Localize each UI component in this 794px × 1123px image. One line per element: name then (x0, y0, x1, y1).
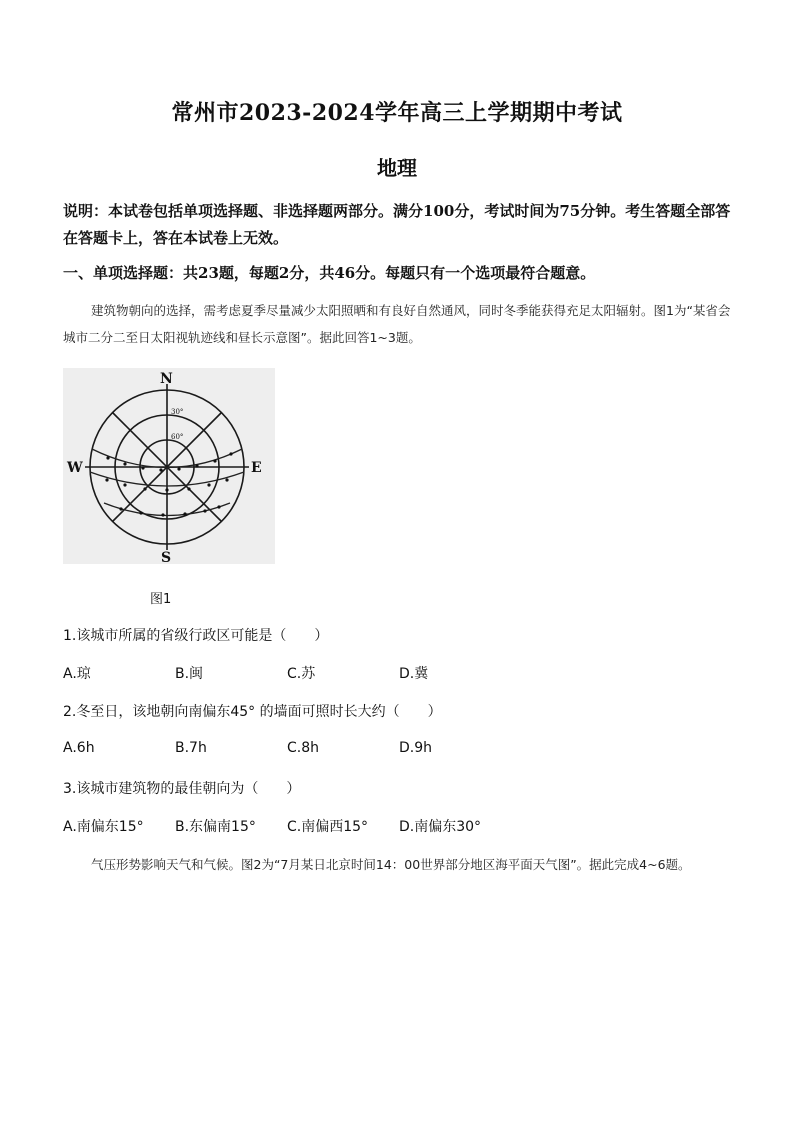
exam-title: 常州市2023-2024学年高三上学期期中考试 (171, 100, 623, 126)
passage-1: 建筑物朝向的选择，需考虑夏季尽量减少太阳照晒和有良好自然通风，同时冬季能获得充足太阳辐射。图1为“某省会城市二分二至日太阳视轨迹线和昼长示意图”。据此回答1~3题。 (63, 303, 731, 345)
question-3-stem: 3.该城市建筑物的最佳朝向为（ ） (63, 781, 301, 797)
altitude-60-label: 60° (171, 433, 184, 441)
option-a: A.南偏东15° (63, 819, 144, 835)
east-label: E (251, 460, 262, 476)
option-c: C.8h (287, 740, 320, 756)
option-a: A.6h (63, 740, 95, 756)
question-2-stem: 2.冬至日，该地朝向南偏东45° 的墙面可照时长大约（ ） (63, 704, 442, 720)
option-b: B.东偏南15° (175, 819, 256, 835)
option-d: D.冀 (399, 666, 429, 682)
option-a: A.琼 (63, 666, 91, 682)
instructions: 说明：本试卷包括单项选择题、非选择题两部分。满分100分，考试时间为75分钟。考生答题全部答在答题卡上，答在本试卷上无效。 (63, 202, 731, 247)
option-d: D.9h (399, 740, 433, 756)
north-label: N (160, 371, 173, 387)
question-1-stem: 1.该城市所属的省级行政区可能是（ ） (63, 628, 329, 644)
figure-caption: 图1 (150, 592, 172, 607)
option-c: C.南偏西15° (287, 819, 369, 835)
south-label: S (161, 550, 172, 564)
question-1-options (63, 663, 735, 683)
question-2-options (63, 740, 735, 760)
passage-2: 气压形势影响天气和气候。图2为“7月某日北京时间14：00世界部分地区海平面天气图”。据此完成4~6题。 (91, 857, 691, 872)
west-label: W (67, 460, 83, 476)
section-heading: 一、单项选择题：共23题，每题2分，共46分。每题只有一个选项最符合题意。 (63, 264, 596, 282)
option-b: B.闽 (175, 666, 204, 682)
altitude-30-label: 30° (171, 408, 184, 416)
option-d: D.南偏东30° (399, 819, 482, 835)
option-c: C.苏 (287, 666, 316, 682)
option-b: B.7h (175, 740, 207, 756)
question-3-options (63, 816, 735, 836)
subject-title: 地理 (377, 156, 417, 180)
sun-path-figure (63, 368, 275, 564)
